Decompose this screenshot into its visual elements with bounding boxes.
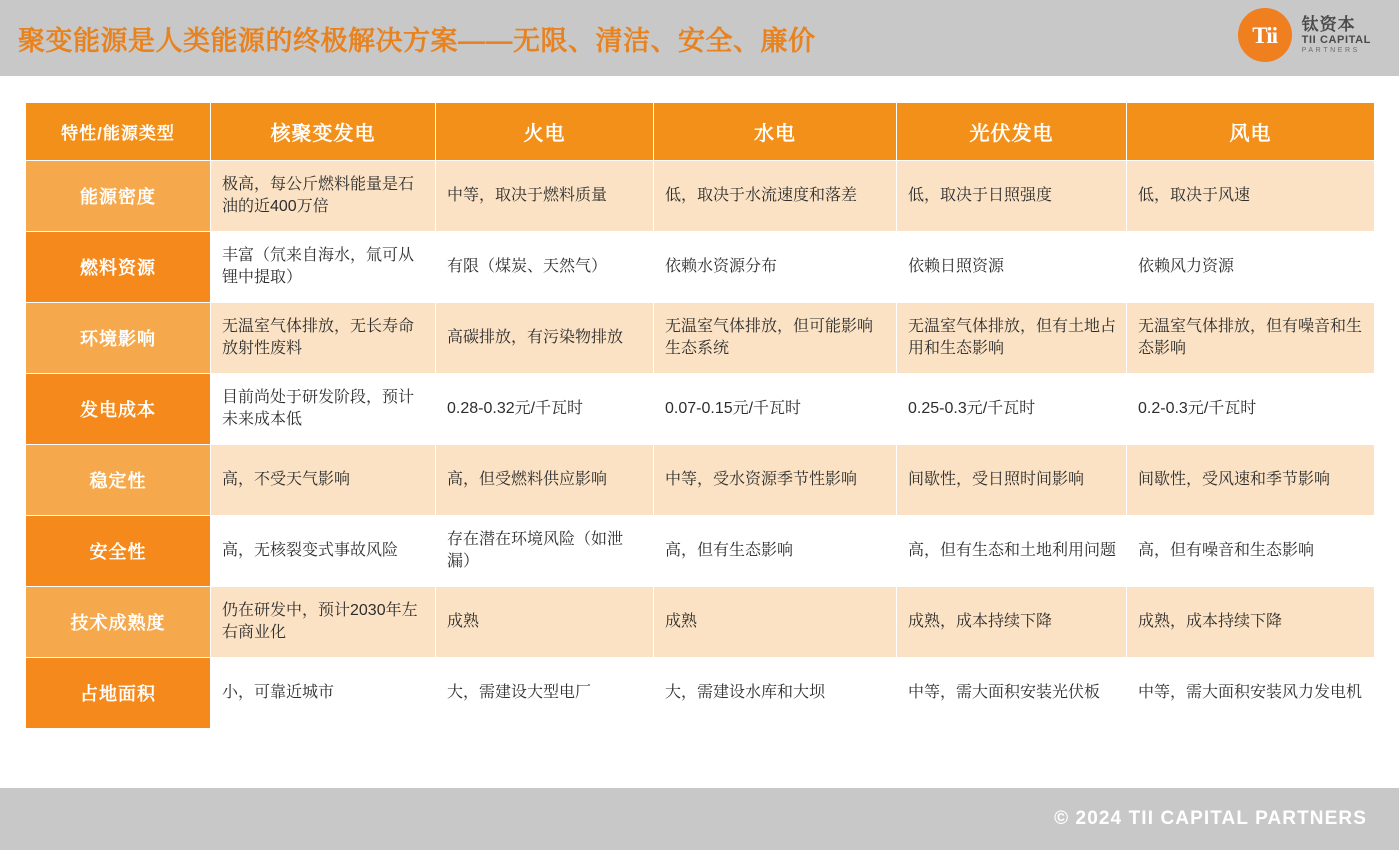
slide-footer — [0, 788, 1399, 850]
table-cell: 低，取决于日照强度 — [897, 161, 1127, 232]
table-cell: 无温室气体排放，无长寿命放射性废料 — [211, 303, 436, 374]
logo-name-en: TII CAPITAL — [1301, 34, 1371, 47]
table-cell: 依赖水资源分布 — [654, 232, 897, 303]
page-title: 聚变能源是人类能源的终极解决方案——无限、清洁、安全、廉价 — [18, 25, 816, 56]
table-cell: 成熟 — [436, 587, 654, 658]
table-row — [26, 161, 1375, 232]
column-header-1: 核聚变发电 — [211, 103, 436, 161]
table-header — [26, 103, 1375, 161]
logo-mark-text: Tii — [1252, 22, 1278, 48]
table-row — [26, 232, 1375, 303]
row-label: 燃料资源 — [26, 232, 211, 303]
table-cell: 中等，需大面积安装光伏板 — [897, 658, 1127, 729]
table-cell: 中等，需大面积安装风力发电机 — [1127, 658, 1375, 729]
table-cell: 低，取决于风速 — [1127, 161, 1375, 232]
row-label: 环境影响 — [26, 303, 211, 374]
table-cell: 丰富（氘来自海水，氚可从锂中提取） — [211, 232, 436, 303]
table-cell: 高，无核裂变式事故风险 — [211, 516, 436, 587]
table-cell: 依赖日照资源 — [897, 232, 1127, 303]
table-cell: 成熟 — [654, 587, 897, 658]
table-row — [26, 587, 1375, 658]
slide-header — [0, 0, 1399, 76]
table-cell: 0.25-0.3元/千瓦时 — [897, 374, 1127, 445]
table-cell: 0.07-0.15元/千瓦时 — [654, 374, 897, 445]
table-cell: 存在潜在环境风险（如泄漏） — [436, 516, 654, 587]
column-header-4: 光伏发电 — [897, 103, 1127, 161]
table-cell: 高，但有生态和土地利用问题 — [897, 516, 1127, 587]
table-cell: 间歇性，受日照时间影响 — [897, 445, 1127, 516]
table-cell: 有限（煤炭、天然气） — [436, 232, 654, 303]
table-cell: 目前尚处于研发阶段，预计未来成本低 — [211, 374, 436, 445]
table-cell: 高，但有生态影响 — [654, 516, 897, 587]
row-label: 能源密度 — [26, 161, 211, 232]
table-body — [26, 161, 1375, 729]
logo-mark-icon — [1238, 8, 1292, 62]
table-cell: 中等，受水资源季节性影响 — [654, 445, 897, 516]
slide-content — [0, 76, 1399, 788]
table-cell: 无温室气体排放，但有土地占用和生态影响 — [897, 303, 1127, 374]
table-row — [26, 374, 1375, 445]
logo-name-sub: PARTNERS — [1301, 47, 1360, 55]
row-label: 技术成熟度 — [26, 587, 211, 658]
table-row — [26, 658, 1375, 729]
table-cell: 间歇性，受风速和季节影响 — [1127, 445, 1375, 516]
table-cell: 依赖风力资源 — [1127, 232, 1375, 303]
table-row — [26, 516, 1375, 587]
row-label: 占地面积 — [26, 658, 211, 729]
table-cell: 高，不受天气影响 — [211, 445, 436, 516]
column-header-5: 风电 — [1127, 103, 1375, 161]
table-cell: 大，需建设大型电厂 — [436, 658, 654, 729]
table-cell: 小，可靠近城市 — [211, 658, 436, 729]
comparison-table — [25, 102, 1375, 729]
table-cell: 极高，每公斤燃料能量是石油的近400万倍 — [211, 161, 436, 232]
table-cell: 高碳排放，有污染物排放 — [436, 303, 654, 374]
table-cell: 0.2-0.3元/千瓦时 — [1127, 374, 1375, 445]
table-cell: 仍在研发中，预计2030年左右商业化 — [211, 587, 436, 658]
column-header-2: 火电 — [436, 103, 654, 161]
logo-name-cn: 钛资本 — [1301, 14, 1356, 34]
copyright-text: © 2024 TII CAPITAL PARTNERS — [1054, 808, 1367, 829]
table-cell: 低，取决于水流速度和落差 — [654, 161, 897, 232]
table-cell: 中等，取决于燃料质量 — [436, 161, 654, 232]
table-header-row — [26, 103, 1375, 161]
table-cell: 成熟，成本持续下降 — [1127, 587, 1375, 658]
table-cell: 高，但受燃料供应影响 — [436, 445, 654, 516]
table-row — [26, 303, 1375, 374]
logo-text-block — [1302, 15, 1371, 55]
table-cell: 无温室气体排放，但可能影响生态系统 — [654, 303, 897, 374]
table-row — [26, 445, 1375, 516]
brand-logo — [1238, 8, 1371, 62]
column-header-0: 特性/能源类型 — [26, 103, 211, 161]
row-label: 发电成本 — [26, 374, 211, 445]
table-cell: 成熟，成本持续下降 — [897, 587, 1127, 658]
table-cell: 高，但有噪音和生态影响 — [1127, 516, 1375, 587]
row-label: 稳定性 — [26, 445, 211, 516]
table-cell: 无温室气体排放，但有噪音和生态影响 — [1127, 303, 1375, 374]
row-label: 安全性 — [26, 516, 211, 587]
table-cell: 0.28-0.32元/千瓦时 — [436, 374, 654, 445]
table-cell: 大，需建设水库和大坝 — [654, 658, 897, 729]
column-header-3: 水电 — [654, 103, 897, 161]
